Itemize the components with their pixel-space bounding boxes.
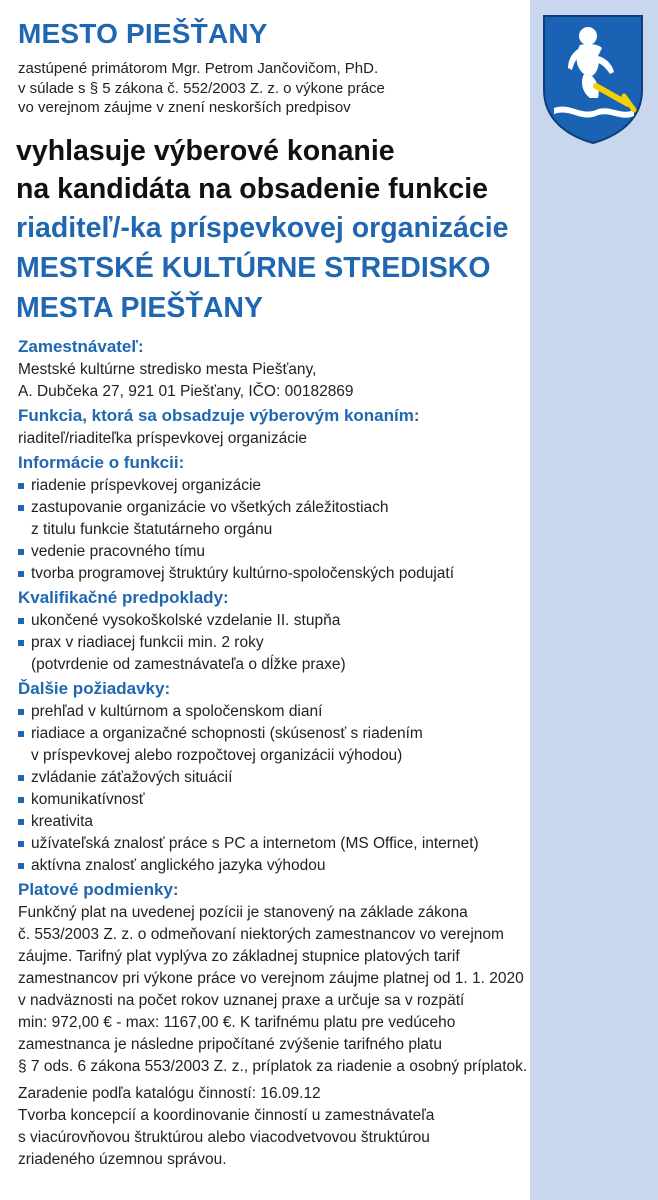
organization-line: MESTSKÉ KULTÚRNE STREDISKO — [16, 252, 491, 284]
list-item — [18, 632, 638, 676]
list-item-text: prehľad v kultúrnom a spoločenskom dianí — [31, 703, 323, 720]
catalog-line: s viacúrovňovou štruktúrou alebo viacodvetvovou štruktúrou — [18, 1129, 430, 1146]
position-title: riaditeľ/-ka príspevkovej organizácie — [16, 212, 509, 244]
bullet-icon — [18, 483, 24, 489]
salary-line: záujme. Tarifný plat vyplýva zo základnej stupnice platových tarif — [18, 948, 460, 965]
announcement-title — [16, 132, 646, 208]
list-item — [18, 563, 638, 585]
salary-line: zamestnancov pri výkone práce vo verejnom záujme platnej od 1. 1. 2020 — [18, 970, 524, 987]
list-item-text: komunikatívnosť — [31, 791, 145, 808]
employer-line: A. Dubčeka 27, 921 01 Piešťany, IČO: 00182869 — [18, 383, 354, 400]
organization-name — [16, 248, 636, 328]
bullet-icon — [18, 618, 24, 624]
qualifications-list — [18, 610, 638, 676]
salary-heading: Platové podmienky: — [18, 880, 179, 899]
list-item-text: vedenie pracovného tímu — [31, 543, 206, 560]
salary-line: § 7 ods. 6 zákona 553/2003 Z. z., príplatok za riadenie a osobný príplatok. — [18, 1058, 528, 1075]
list-item-text: užívateľská znalosť práce s PC a internetom (MS Office, internet) — [31, 835, 479, 852]
list-item — [18, 610, 638, 632]
intro-line: zastúpené primátorom Mgr. Petrom Jančovičom, PhD. — [18, 60, 379, 77]
list-item-text: tvorba programovej štruktúry kultúrno-spoločenských podujatí — [31, 565, 455, 582]
qualifications-heading: Kvalifikačné predpoklady: — [18, 588, 229, 607]
list-item-text: prax v riadiacej funkcii min. 2 roky — [31, 634, 264, 651]
salary-line: v nadväznosti na počet rokov uznanej praxe a určuje sa v rozpätí — [18, 992, 465, 1009]
list-item-text: (potvrdenie od zamestnávateľa o dĺžke praxe) — [31, 656, 346, 673]
list-item-text: ukončené vysokoškolské vzdelanie II. stupňa — [31, 612, 341, 629]
function-heading: Funkcia, ktorá sa obsadzuje výberovým konaním: — [18, 406, 420, 425]
bullet-icon — [18, 571, 24, 577]
list-item — [18, 811, 638, 833]
intro-text — [18, 59, 518, 118]
employer-heading: Zamestnávateľ: — [18, 337, 144, 356]
announcement-body — [18, 335, 638, 1171]
list-item — [18, 789, 638, 811]
announcement-line: vyhlasuje výberové konanie — [16, 135, 395, 167]
coat-of-arms-icon — [540, 12, 646, 146]
salary-line: č. 553/2003 Z. z. o odmeňovaní niektorých zamestnancov vo verejnom — [18, 926, 504, 943]
list-item — [18, 497, 638, 541]
bullet-icon — [18, 505, 24, 511]
list-item-text: z titulu funkcie štatutárneho orgánu — [31, 521, 273, 538]
catalog-line: zriadeného územnou správou. — [18, 1151, 227, 1168]
requirements-heading: Ďalšie požiadavky: — [18, 679, 171, 698]
employer-line: Mestské kultúrne stredisko mesta Piešťany, — [18, 361, 317, 378]
bullet-icon — [18, 819, 24, 825]
bullet-icon — [18, 863, 24, 869]
list-item-text: zastupovanie organizácie vo všetkých záležitostiach — [31, 499, 389, 516]
list-item-text: riadiace a organizačné schopnosti (skúsenosť s riadením — [31, 725, 423, 742]
list-item — [18, 855, 638, 877]
salary-line: zamestnanca je následne pripočítané zvýšenie tarifného platu — [18, 1036, 442, 1053]
list-item — [18, 723, 638, 767]
list-item-text: v príspevkovej alebo rozpočtovej organizácii výhodou) — [31, 747, 403, 764]
list-item-text: aktívna znalosť anglického jazyka výhodou — [31, 857, 326, 874]
list-item — [18, 767, 638, 789]
salary-line: min: 972,00 € - max: 1167,00 €. K tarifnému platu pre vedúceho — [18, 1014, 456, 1031]
list-item — [18, 833, 638, 855]
announcement-line: na kandidáta na obsadenie funkcie — [16, 173, 488, 205]
info-list — [18, 475, 638, 585]
intro-line: vo verejnom záujme v znení neskorších predpisov — [18, 99, 351, 116]
list-item-text: zvládanie záťažových situácií — [31, 769, 233, 786]
list-item — [18, 701, 638, 723]
bullet-icon — [18, 797, 24, 803]
bullet-icon — [18, 709, 24, 715]
bullet-icon — [18, 549, 24, 555]
function-text: riaditeľ/riaditeľka príspevkovej organizácie — [18, 430, 308, 447]
bullet-icon — [18, 731, 24, 737]
bullet-icon — [18, 841, 24, 847]
organization-line: MESTA PIEŠŤANY — [16, 292, 264, 324]
catalog-line: Tvorba koncepcií a koordinovanie činností u zamestnávateľa — [18, 1107, 435, 1124]
intro-line: v súlade s § 5 zákona č. 552/2003 Z. z. o výkone práce — [18, 79, 385, 97]
list-item-text: kreativita — [31, 813, 94, 830]
catalog-line: Zaradenie podľa katalógu činností: 16.09.12 — [18, 1085, 321, 1102]
list-item — [18, 541, 638, 563]
list-item-text: riadenie príspevkovej organizácie — [31, 477, 262, 494]
requirements-list — [18, 701, 638, 877]
bullet-icon — [18, 640, 24, 646]
salary-line: Funkčný plat na uvedenej pozícii je stanovený na základe zákona — [18, 904, 468, 921]
list-item — [18, 475, 638, 497]
info-heading: Informácie o funkcii: — [18, 453, 185, 472]
bullet-icon — [18, 775, 24, 781]
city-title: MESTO PIEŠŤANY — [18, 18, 268, 49]
